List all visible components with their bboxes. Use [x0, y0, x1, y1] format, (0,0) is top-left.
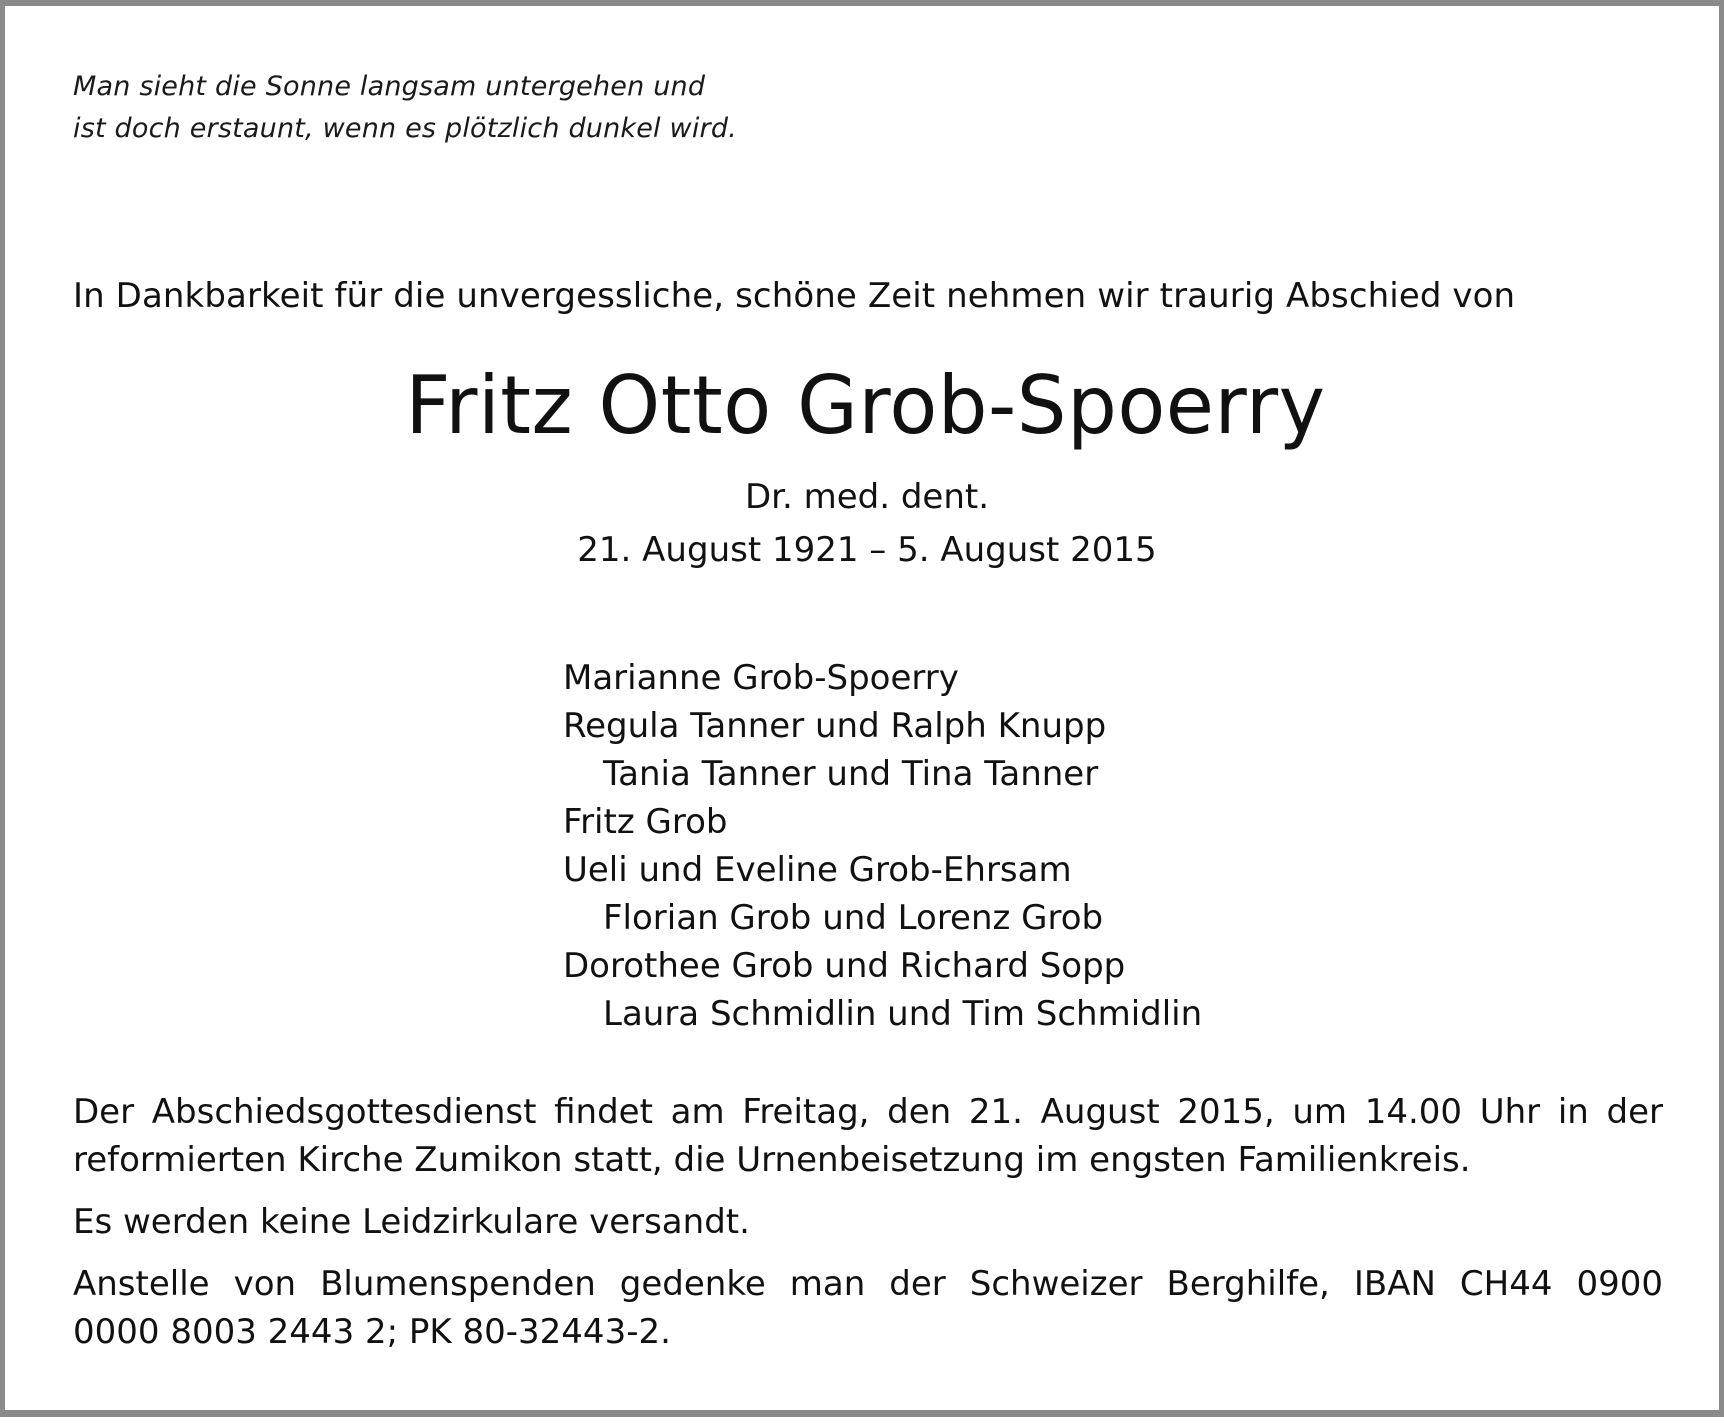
life-dates: 21. August 1921 – 5. August 2015	[577, 530, 1157, 570]
motto-line-2: ist doch erstaunt, wenn es plötzlich dunkel wird.	[73, 113, 737, 144]
family-list	[563, 654, 1202, 1038]
family-member: Regula Tanner und Ralph Knupp	[563, 706, 1107, 746]
family-member: Florian Grob und Lorenz Grob	[603, 898, 1104, 938]
family-member: Tania Tanner und Tina Tanner	[603, 754, 1099, 794]
donation-notice-line-2: 0000 8003 2443 2; PK 80-32443-2.	[73, 1312, 671, 1352]
family-member: Fritz Grob	[563, 802, 728, 842]
family-member: Laura Schmidlin und Tim Schmidlin	[603, 994, 1203, 1034]
circulars-notice-line: Es werden keine Leidzirkulare versandt.	[73, 1202, 750, 1242]
motto-line-1: Man sieht die Sonne langsam untergehen und	[73, 71, 706, 102]
service-notice-line-1: Der Abschiedsgottesdienst findet am Freitag, den 21. August 2015, um 14.00 Uhr in der	[73, 1092, 1663, 1132]
family-member: Ueli und Eveline Grob-Ehrsam	[563, 850, 1072, 890]
motto-quote	[73, 66, 737, 150]
service-notice	[73, 1088, 1663, 1184]
family-member: Marianne Grob-Spoerry	[563, 658, 959, 698]
donation-notice-line-1: Anstelle von Blumenspenden gedenke man der Schweizer Berghilfe, IBAN CH44 0900	[73, 1264, 1663, 1304]
notes-section	[73, 1088, 1663, 1356]
obituary-notice	[5, 6, 1724, 1423]
intro-text: In Dankbarkeit für die unvergessliche, schöne Zeit nehmen wir traurig Abschied von	[73, 276, 1516, 316]
family-member: Dorothee Grob und Richard Sopp	[563, 946, 1126, 986]
donation-notice	[73, 1260, 1663, 1356]
service-notice-line-2: reformierten Kirche Zumikon statt, die Urnenbeisetzung im engsten Familienkreis.	[73, 1140, 1471, 1180]
deceased-name-text: Fritz Otto Grob-Spoerry	[404, 359, 1326, 452]
deceased-title: Dr. med. dent.	[744, 477, 990, 517]
deceased-name	[5, 356, 1724, 456]
circulars-notice	[73, 1198, 1663, 1246]
